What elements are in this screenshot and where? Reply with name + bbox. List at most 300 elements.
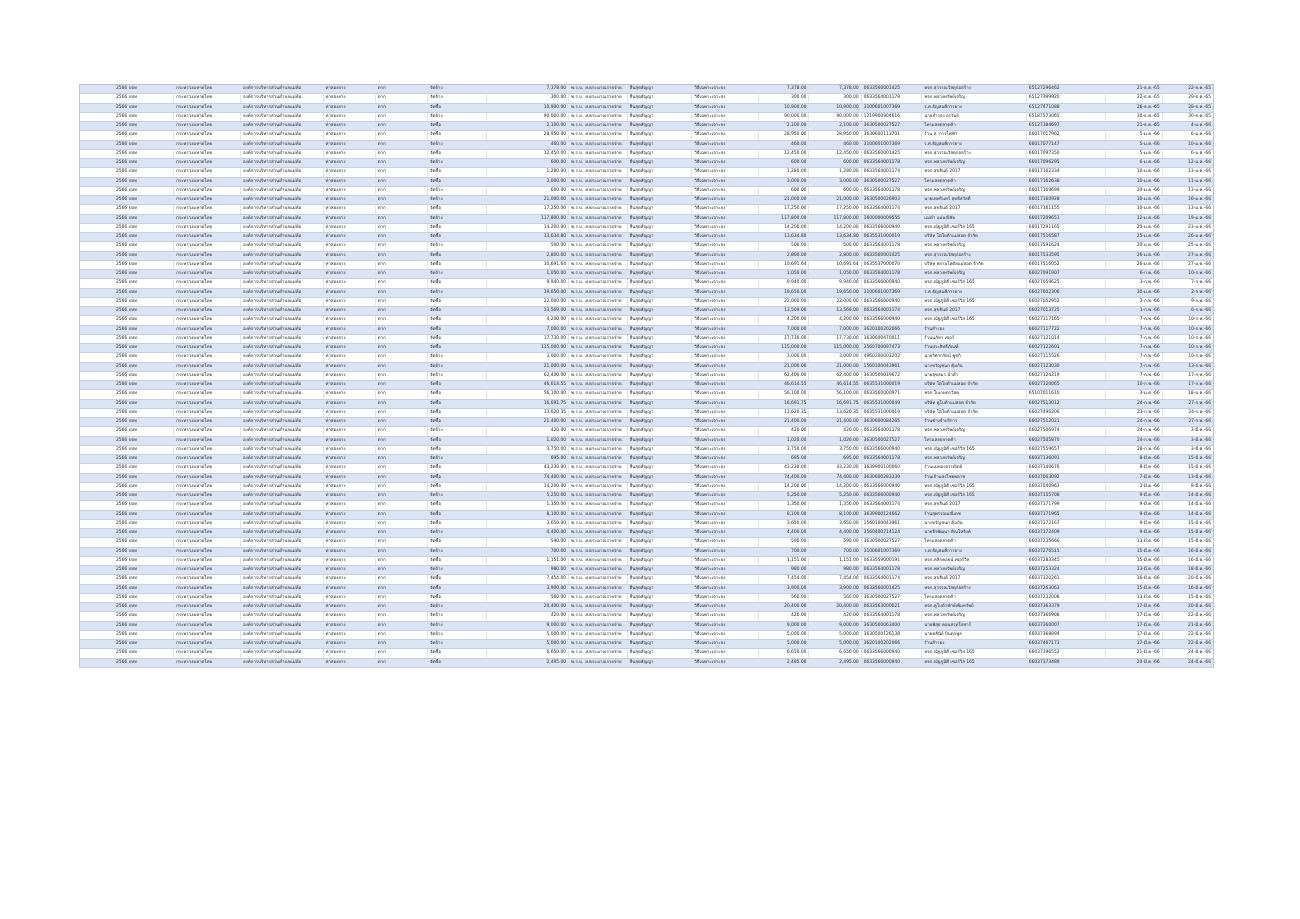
cell-status: สิ้นสุดสัญญา [627,408,692,417]
cell-payee-type: วิธีเฉพาะเจาะจง [692,547,759,556]
cell-start-date: 25-ม.ค.-66 [1106,233,1162,242]
cell-budget: 14,200.00 [759,482,809,491]
cell-year: 2566 ปปท [80,510,174,519]
cell-end-date: 20-มี.ค.-66 [1162,603,1213,612]
cell-budget: 1,020.00 [759,436,809,445]
cell-dept: กระทรวงมหาดไทย [174,94,241,103]
table-row [80,316,1214,325]
cell-type: จัดซื้อ [428,149,487,158]
table-row [80,112,1214,121]
cell-price: 21,000.00 [809,196,861,205]
cell-region: ตาก [375,621,427,630]
cell-end-date: 27-ม.ค.-66 [1162,260,1213,269]
cell-payee-type: วิธีเฉพาะเจาะจง [692,223,759,232]
cell-tax-id: 0633566000940 [861,279,922,288]
cell-payee-type: วิธีเฉพาะเจาะจง [692,501,759,510]
cell-amount: 5,000.00 [486,640,569,649]
cell-tax-id: 3100601007369 [861,547,922,556]
cell-vendor: หจก.ณัฐภูมิดี เซอร์วิส 165 [922,445,1027,454]
cell-amount: 21,400.00 [486,418,569,427]
cell-tax-id: 3630500027527 [861,436,922,445]
cell-budget: 1,350.00 [759,501,809,510]
cell-end-date: 15-มี.ค.-66 [1162,464,1213,473]
cell-region: ตาก [375,196,427,205]
cell-tax-id: 0635531000019 [861,408,922,417]
cell-vendor: นายวิศากรัตน์ ชูตกิ [922,353,1027,362]
cell-start-date: 15-มี.ค.-66 [1106,584,1162,593]
cell-tax-id: 0633566000940 [861,445,922,454]
cell-end-date: 15-มี.ค.-66 [1162,519,1213,528]
cell-price: 2,495.00 [809,658,861,667]
cell-price: 3,900.00 [809,584,861,593]
cell-province: ท่าสองยาง [323,242,375,251]
cell-tax-id: 0633563000021 [861,603,922,612]
cell-vendor: นายจีรพัฒนา ติณโหจิงค์ [922,529,1027,538]
cell-status: สิ้นสุดสัญญา [627,177,692,186]
cell-agency: องค์การบริหารส่วนตำบลแม่ท้อ [240,529,323,538]
cell-amount: 3,000.00 [486,353,569,362]
cell-region: ตาก [375,603,427,612]
cell-amount: 117,800.00 [486,214,569,223]
cell-payee-type: วิธีเฉพาะเจาะจง [692,510,759,519]
table-row [80,621,1214,630]
cell-vendor: บริษัท โตโยต้าแม่สอด จำกัด [922,408,1027,417]
cell-vendor: ร้านแม่ทองจรรณิตย์ [922,464,1027,473]
cell-method: พ.ร.บ. งบประมาณรายจ่าย [569,223,628,232]
cell-vendor: หจก.พลวงทรัพย์เจริญ [922,612,1027,621]
cell-region: ตาก [375,362,427,371]
cell-year: 2566 ปปท [80,556,174,565]
cell-agency: องค์การบริหารส่วนตำบลแม่ท้อ [240,260,323,269]
cell-year: 2566 ปปท [80,242,174,251]
cell-po-number: 65187573065 [1026,112,1105,121]
cell-type: จัดซื้อ [428,260,487,269]
cell-year: 2566 ปปท [80,630,174,639]
cell-province: ท่าสองยาง [323,316,375,325]
cell-amount: 28,950.00 [486,131,569,140]
cell-region: ตาก [375,325,427,334]
cell-agency: องค์การบริหารส่วนตำบลแม่ท้อ [240,233,323,242]
cell-tax-id: 0633564001178 [861,94,922,103]
cell-budget: 115,000.00 [759,344,809,353]
cell-year: 2566 ปปท [80,122,174,131]
cell-budget: 8,100.00 [759,510,809,519]
cell-po-number: 66027117165 [1026,316,1105,325]
cell-budget: 4,200.00 [759,316,809,325]
cell-po-number: 65127296462 [1026,85,1105,94]
cell-status: สิ้นสุดสัญญา [627,649,692,658]
cell-region: ตาก [375,464,427,473]
cell-dept: กระทรวงมหาดไทย [174,316,241,325]
cell-budget: 21,000.00 [759,196,809,205]
cell-year: 2566 ปปท [80,260,174,269]
cell-start-date: 3-ก.พ.-66 [1106,279,1162,288]
cell-payee-type: วิธีเฉพาะเจาะจง [692,279,759,288]
cell-start-date: 23-ก.พ.-66 [1106,408,1162,417]
cell-payee-type: วิธีเฉพาะเจาะจง [692,196,759,205]
table-row [80,159,1214,168]
cell-province: ท่าสองยาง [323,297,375,306]
cell-payee-type: วิธีเฉพาะเจาะจง [692,371,759,380]
cell-payee-type: วิธีเฉพาะเจาะจง [692,399,759,408]
cell-start-date: 7-ก.พ.-66 [1106,325,1162,334]
cell-method: พ.ร.บ. งบประมาณรายจ่าย [569,334,628,343]
cell-tax-id: 1560100043961 [861,362,922,371]
cell-vendor: นางขวัญชนก คุ้มกัน [922,519,1027,528]
cell-price: 13,634.80 [809,233,861,242]
cell-status: สิ้นสุดสัญญา [627,140,692,149]
cell-region: ตาก [375,344,427,353]
cell-end-date: 24-มี.ค.-66 [1162,658,1213,667]
cell-year: 2566 ปปท [80,482,174,491]
cell-agency: องค์การบริหารส่วนตำบลแม่ท้อ [240,455,323,464]
cell-status: สิ้นสุดสัญญา [627,455,692,464]
cell-method: พ.ร.บ. งบประมาณรายจ่าย [569,94,628,103]
cell-province: ท่าสองยาง [323,547,375,556]
cell-dept: กระทรวงมหาดไทย [174,510,241,519]
cell-end-date: 25-ม.ค.-66 [1162,242,1213,251]
cell-price: 1,280.00 [809,168,861,177]
cell-start-date: 8-มี.ค.-66 [1106,455,1162,464]
cell-start-date: 5-ม.ค.-66 [1106,131,1162,140]
cell-payee-type: วิธีเฉพาะเจาะจง [692,566,759,575]
cell-region: ตาก [375,519,427,528]
cell-tax-id: 0633564001174 [861,205,922,214]
table-row [80,196,1214,205]
cell-vendor: หจก.พลวงทรัพย์เจริญ [922,94,1027,103]
cell-start-date: 7-ก.พ.-66 [1106,371,1162,380]
cell-year: 2566 ปปท [80,168,174,177]
cell-status: สิ้นสุดสัญญา [627,399,692,408]
cell-amount: 1,350.00 [486,501,569,510]
cell-dept: กระทรวงมหาดไทย [174,593,241,602]
cell-type: จัดจ้าง [428,362,487,371]
cell-payee-type: วิธีเฉพาะเจาะจง [692,464,759,473]
cell-price: 7,000.00 [809,325,861,334]
cell-po-number: 66037373489 [1026,658,1105,667]
cell-province: ท่าสองยาง [323,445,375,454]
cell-year: 2566 ปปท [80,381,174,390]
cell-price: 22,000.00 [809,297,861,306]
cell-type: จัดซื้อ [428,233,487,242]
cell-vendor: ร้านเก้าแสงไชยพลาช [922,473,1027,482]
cell-tax-id: 3630500019672 [861,371,922,380]
table-row [80,556,1214,565]
cell-dept: กระทรวงมหาดไทย [174,112,241,121]
cell-status: สิ้นสุดสัญญา [627,538,692,547]
cell-method: พ.ร.บ. งบประมาณรายจ่าย [569,131,628,140]
cell-budget: 600.00 [759,159,809,168]
cell-type: จัดซื้อ [428,168,487,177]
cell-year: 2566 ปปท [80,325,174,334]
cell-start-date: 7-ก.พ.-66 [1106,353,1162,362]
cell-budget: 700.00 [759,547,809,556]
cell-budget: 17,250.00 [759,205,809,214]
cell-price: 600.00 [809,159,861,168]
cell-vendor: ไทรแสงตลาดค้า [922,538,1027,547]
cell-province: ท่าสองยาง [323,344,375,353]
cell-end-date: 11-ม.ค.-66 [1162,177,1213,186]
cell-vendor: นายพิสุธ คอนสรุดใจชาร์ [922,621,1027,630]
cell-type: จัดจ้าง [428,566,487,575]
cell-year: 2566 ปปท [80,149,174,158]
table-row [80,94,1214,103]
cell-status: สิ้นสุดสัญญา [627,640,692,649]
cell-payee-type: วิธีเฉพาะเจาะจง [692,140,759,149]
cell-vendor: หจก.สุวรรณวัสดุก่อสร้าง [922,251,1027,260]
cell-vendor: ร.ศ.ธัญสมคีการยาง [922,103,1027,112]
cell-type: จัดจ้าง [428,603,487,612]
cell-amount: 300.00 [486,94,569,103]
cell-budget: 3,750.00 [759,445,809,454]
cell-price: 700.00 [809,547,861,556]
table-row [80,344,1214,353]
cell-start-date: 13-มี.ค.-66 [1106,566,1162,575]
cell-budget: 420.00 [759,427,809,436]
cell-amount: 22,000.00 [486,297,569,306]
cell-vendor: หจก.สุวรรณวัสดุก่อสร้าง [922,85,1027,94]
cell-method: พ.ร.บ. งบประมาณรายจ่าย [569,270,628,279]
cell-method: พ.ร.บ. งบประมาณรายจ่าย [569,603,628,612]
cell-method: พ.ร.บ. งบประมาณรายจ่าย [569,408,628,417]
cell-status: สิ้นสุดสัญญา [627,103,692,112]
cell-province: ท่าสองยาง [323,112,375,121]
cell-po-number: 66037235666 [1026,538,1105,547]
cell-po-number: 66017533595 [1026,251,1105,260]
cell-type: จัดซื้อ [428,399,487,408]
cell-vendor: หจก.ณัฐภูมิดี เซอร์วิส 165 [922,492,1027,501]
cell-type: จัดซื้อ [428,122,487,131]
cell-budget: 3,900.00 [759,584,809,593]
cell-agency: องค์การบริหารส่วนตำบลแม่ท้อ [240,556,323,565]
cell-year: 2566 ปปท [80,177,174,186]
cell-start-date: 7-ก.พ.-66 [1106,334,1162,343]
cell-status: สิ้นสุดสัญญา [627,519,692,528]
cell-agency: องค์การบริหารส่วนตำบลแม่ท้อ [240,297,323,306]
cell-start-date: 9-มี.ค.-66 [1106,519,1162,528]
cell-po-number: 66027123030 [1026,362,1105,371]
cell-dept: กระทรวงมหาดไทย [174,196,241,205]
cell-region: ตาก [375,529,427,538]
cell-dept: กระทรวงมหาดไทย [174,529,241,538]
cell-vendor: หจก.คูโบต้าทักษ์เพิ่มทรัพย์ [922,603,1027,612]
cell-start-date: 26-ม.ค.-66 [1106,260,1162,269]
cell-status: สิ้นสุดสัญญา [627,159,692,168]
cell-payee-type: วิธีเฉพาะเจาะจง [692,649,759,658]
cell-dept: กระทรวงมหาดไทย [174,418,241,427]
cell-vendor: หจก.สุขจินต์ 2017 [922,168,1027,177]
cell-price: 420.00 [809,427,861,436]
cell-end-date: 19-ม.ค.-66 [1162,214,1213,223]
cell-vendor: แม่ดำ แม่มณีชัย [922,214,1027,223]
cell-year: 2566 ปปท [80,186,174,195]
cell-agency: องค์การบริหารส่วนตำบลแม่ท้อ [240,140,323,149]
cell-method: พ.ร.บ. งบประมาณรายจ่าย [569,112,628,121]
cell-agency: องค์การบริหารส่วนตำบลแม่ท้อ [240,307,323,316]
cell-method: พ.ร.บ. งบประมาณรายจ่าย [569,279,628,288]
table-row [80,279,1214,288]
cell-agency: องค์การบริหารส่วนตำบลแม่ท้อ [240,547,323,556]
cell-budget: 9,000.00 [759,621,809,630]
cell-status: สิ้นสุดสัญญา [627,482,692,491]
cell-dept: กระทรวงมหาดไทย [174,436,241,445]
cell-province: ท่าสองยาง [323,131,375,140]
cell-start-date: 6-ม.ค.-66 [1106,159,1162,168]
cell-payee-type: วิธีเฉพาะเจาะจง [692,538,759,547]
cell-budget: 7,378.00 [759,85,809,94]
cell-vendor: ร.ศ.ธัญสมคีการยาง [922,288,1027,297]
cell-type: จัดซื้อ [428,307,487,316]
cell-method: พ.ร.บ. งบประมาณรายจ่าย [569,501,628,510]
cell-status: สิ้นสุดสัญญา [627,584,692,593]
cell-budget: 7,000.00 [759,325,809,334]
table-row [80,612,1214,621]
cell-budget: 2,495.00 [759,658,809,667]
cell-region: ตาก [375,316,427,325]
cell-type: จัดจ้าง [428,529,487,538]
cell-po-number: 66017162334 [1026,168,1105,177]
table-row [80,603,1214,612]
cell-vendor: ร้านนภัทร เซอร์ [922,334,1027,343]
cell-vendor: หจก.พลวงทรัพย์เจริญ [922,242,1027,251]
cell-amount: 14,200.00 [486,223,569,232]
cell-tax-id: 3630500027527 [861,177,922,186]
cell-vendor: หจก.ณัฐภูมิดี เซอร์วิส 165 [922,482,1027,491]
cell-end-date: 18-มี.ค.-66 [1162,566,1213,575]
table-row [80,260,1214,269]
cell-price: 62,400.00 [809,371,861,380]
cell-budget: 74,400.00 [759,473,809,482]
table-row [80,519,1214,528]
cell-region: ตาก [375,242,427,251]
cell-amount: 6,650.00 [486,649,569,658]
cell-vendor: หจก.ณัฐภูมิดี เซอร์วิส 165 [922,649,1027,658]
cell-amount: 21,000.00 [486,196,569,205]
cell-dept: กระทรวงมหาดไทย [174,131,241,140]
cell-type: จัดซื้อ [428,538,487,547]
cell-region: ตาก [375,103,427,112]
cell-agency: องค์การบริหารส่วนตำบลแม่ท้อ [240,381,323,390]
cell-vendor: หจก.สุวรรณวัสดุก่อสร้าง [922,584,1027,593]
cell-region: ตาก [375,223,427,232]
cell-region: ตาก [375,408,427,417]
cell-vendor: บริษัท คูโบต้าแม่สอด จำกัด [922,399,1027,408]
cell-agency: องค์การบริหารส่วนตำบลแม่ท้อ [240,593,323,602]
cell-method: พ.ร.บ. งบประมาณรายจ่าย [569,85,628,94]
cell-price: 980.00 [809,566,861,575]
cell-method: พ.ร.บ. งบประมาณรายจ่าย [569,288,628,297]
cell-year: 2566 ปปท [80,362,174,371]
cell-end-date: 3-มี.ค.-66 [1162,436,1213,445]
cell-budget: 117,800.00 [759,214,809,223]
cell-province: ท่าสองยาง [323,482,375,491]
cell-status: สิ้นสุดสัญญา [627,436,692,445]
cell-method: พ.ร.บ. งบประมาณรายจ่าย [569,390,628,399]
cell-payee-type: วิธีเฉพาะเจาะจง [692,233,759,242]
table-row [80,649,1214,658]
cell-end-date: 12-ม.ค.-66 [1162,159,1213,168]
cell-year: 2566 ปปท [80,251,174,260]
cell-dept: กระทรวงมหาดไทย [174,464,241,473]
cell-po-number: 66037263063 [1026,584,1105,593]
cell-po-number: 66037320261 [1026,575,1105,584]
cell-method: พ.ร.บ. งบประมาณรายจ่าย [569,205,628,214]
cell-tax-id: 0633564001178 [861,612,922,621]
cell-po-number: 66027059625 [1026,279,1105,288]
cell-method: พ.ร.บ. งบประมาณรายจ่าย [569,649,628,658]
cell-budget: 43,230.00 [759,464,809,473]
cell-payee-type: วิธีเฉพาะเจาะจง [692,297,759,306]
table-row [80,270,1214,279]
cell-type: จัดซื้อ [428,279,487,288]
cell-budget: 13,620.35 [759,408,809,417]
cell-agency: องค์การบริหารส่วนตำบลแม่ท้อ [240,473,323,482]
cell-end-date: 4-ม.ค.-66 [1162,122,1213,131]
cell-vendor: นายสุขสมร ฉ่ำค้ำ [922,371,1027,380]
cell-method: พ.ร.บ. งบประมาณรายจ่าย [569,371,628,380]
cell-province: ท่าสองยาง [323,149,375,158]
table-body [80,85,1214,668]
cell-vendor: หจก.ณัฐภูมิดี เซอร์วิส 165 [922,279,1027,288]
cell-year: 2566 ปปท [80,316,174,325]
cell-amount: 560.00 [486,593,569,602]
cell-tax-id: 0633560001425 [861,149,922,158]
cell-start-date: 10-ม.ค.-66 [1106,186,1162,195]
cell-amount: 74,400.00 [486,473,569,482]
cell-dept: กระทรวงมหาดไทย [174,621,241,630]
cell-payee-type: วิธีเฉพาะเจาะจง [692,621,759,630]
cell-end-date: 18-ม.ค.-66 [1162,390,1213,399]
cell-year: 2566 ปปท [80,547,174,556]
cell-year: 2566 ปปท [80,344,174,353]
cell-year: 2566 ปปท [80,205,174,214]
cell-payee-type: วิธีเฉพาะเจาะจง [692,390,759,399]
cell-tax-id: 3630500027527 [861,122,922,131]
cell-start-date: 17-มี.ค.-66 [1106,612,1162,621]
cell-tax-id: 3630600283339 [861,473,922,482]
cell-province: ท่าสองยาง [323,492,375,501]
cell-type: จัดจ้าง [428,427,487,436]
cell-tax-id: 0633564001178 [861,159,922,168]
cell-method: พ.ร.บ. งบประมาณรายจ่าย [569,418,628,427]
cell-dept: กระทรวงมหาดไทย [174,344,241,353]
cell-method: พ.ร.บ. งบประมาณรายจ่าย [569,612,628,621]
cell-payee-type: วิธีเฉพาะเจาะจง [692,103,759,112]
cell-po-number: 66027506974 [1026,427,1105,436]
cell-po-number: 66037360007 [1026,621,1105,630]
cell-method: พ.ร.บ. งบประมาณรายจ่าย [569,556,628,565]
cell-payee-type: วิธีเฉพาะเจาะจง [692,482,759,491]
cell-po-number: 66037172167 [1026,519,1105,528]
cell-status: สิ้นสุดสัญญา [627,658,692,667]
cell-end-date: 27-ก.พ.-66 [1162,418,1213,427]
cell-tax-id: 0635531000019 [861,233,922,242]
cell-amount: 13,620.35 [486,408,569,417]
cell-region: ตาก [375,149,427,158]
cell-po-number: 66027602306 [1026,288,1105,297]
cell-region: ตาก [375,501,427,510]
cell-budget: 17,730.00 [759,334,809,343]
cell-method: พ.ร.บ. งบประมาณรายจ่าย [569,251,628,260]
cell-payee-type: วิธีเฉพาะเจาะจง [692,94,759,103]
table-row [80,427,1214,436]
cell-method: พ.ร.บ. งบประมาณรายจ่าย [569,177,628,186]
cell-region: ตาก [375,205,427,214]
cell-region: ตาก [375,214,427,223]
cell-start-date: 10-ก.พ.-66 [1106,381,1162,390]
cell-dept: กระทรวงมหาดไทย [174,288,241,297]
cell-po-number: 66027013725 [1026,307,1105,316]
